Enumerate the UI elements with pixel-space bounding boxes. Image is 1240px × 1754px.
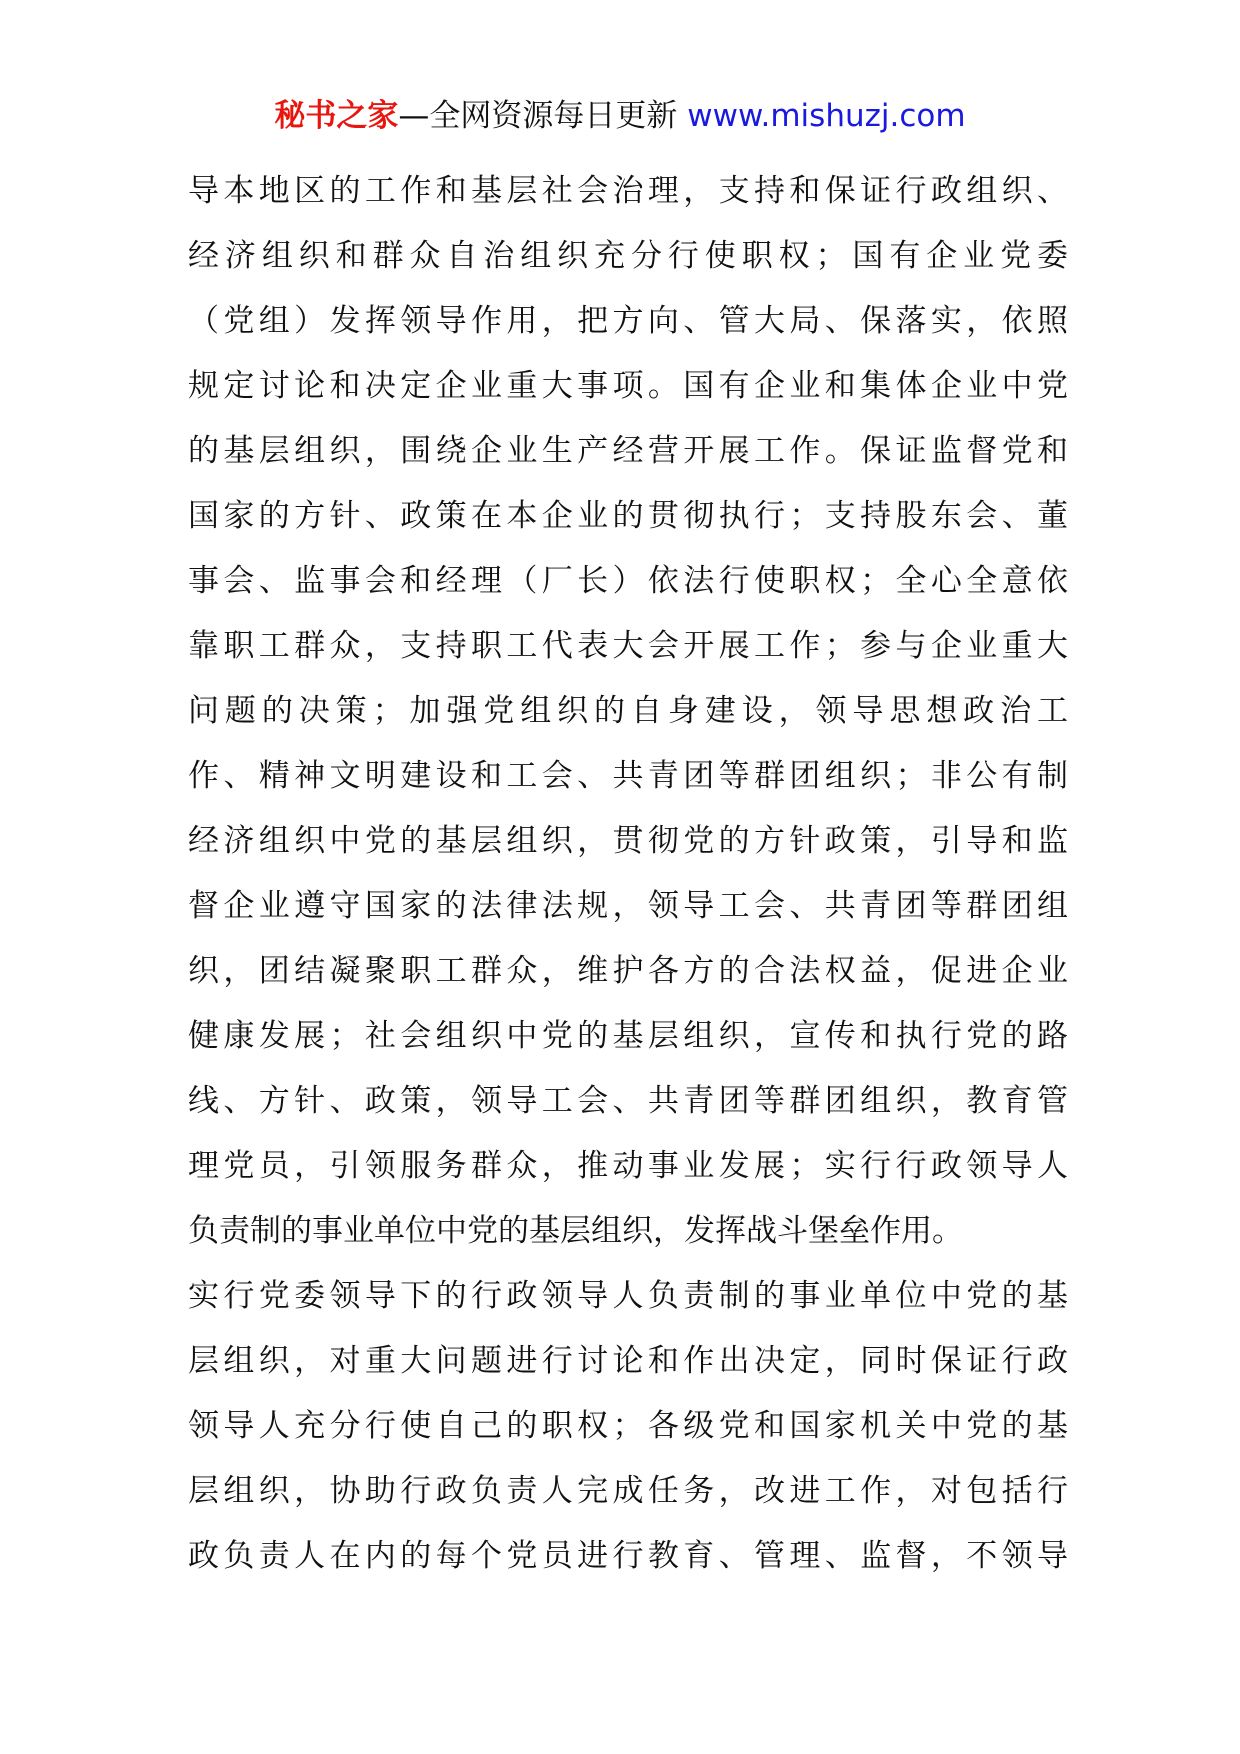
page-header — [0, 96, 1240, 136]
body-line: 国家的方针、政策在本企业的贯彻执行；支持股东会、董 — [188, 498, 1068, 534]
body-line: 实行党委领导下的行政领导人负责制的事业单位中党的基 — [188, 1278, 1068, 1314]
body-line: （党组）发挥领导作用，把方向、管大局、保落实，依照 — [188, 303, 1068, 339]
body-line: 的基层组织，围绕企业生产经营开展工作。保证监督党和 — [188, 433, 1068, 469]
body-line: 问题的决策；加强党组织的自身建设，领导思想政治工 — [188, 693, 1068, 729]
document-body — [188, 159, 1068, 1589]
body-line: 层组织，对重大问题进行讨论和作出决定，同时保证行政 — [188, 1343, 1068, 1379]
body-line: 领导人充分行使自己的职权；各级党和国家机关中党的基 — [188, 1408, 1068, 1444]
site-url-link[interactable]: www.mishuzj.com — [687, 98, 966, 134]
body-line: 织，团结凝聚职工群众，维护各方的合法权益，促进企业 — [188, 953, 1068, 989]
body-line: 经济组织和群众自治组织充分行使职权；国有企业党委 — [188, 238, 1068, 274]
body-line: 健康发展；社会组织中党的基层组织，宣传和执行党的路 — [188, 1018, 1068, 1054]
body-line: 政负责人在内的每个党员进行教育、管理、监督，不领导 — [188, 1538, 1068, 1574]
body-line: 层组织，协助行政负责人完成任务，改进工作，对包括行 — [188, 1473, 1068, 1509]
body-line: 线、方针、政策，领导工会、共青团等群团组织，教育管 — [188, 1083, 1068, 1119]
body-line: 经济组织中党的基层组织，贯彻党的方针政策，引导和监 — [188, 823, 1068, 859]
body-line: 事会、监事会和经理（厂长）依法行使职权；全心全意依 — [188, 563, 1068, 599]
body-line: 作、精神文明建设和工会、共青团等群团组织；非公有制 — [188, 758, 1068, 794]
site-tagline: —全网资源每日更新 — [398, 98, 688, 134]
body-line: 理党员，引领服务群众，推动事业发展；实行行政领导人 — [188, 1148, 1068, 1184]
body-line: 督企业遵守国家的法律法规，领导工会、共青团等群团组 — [188, 888, 1068, 924]
body-line: 负责制的事业单位中党的基层组织，发挥战斗堡垒作用。 — [188, 1213, 963, 1249]
site-brand: 秘书之家 — [274, 98, 399, 134]
body-line: 规定讨论和决定企业重大事项。国有企业和集体企业中党 — [188, 368, 1068, 404]
body-line: 导本地区的工作和基层社会治理，支持和保证行政组织、 — [188, 173, 1068, 209]
body-line: 靠职工群众，支持职工代表大会开展工作；参与企业重大 — [188, 628, 1068, 664]
